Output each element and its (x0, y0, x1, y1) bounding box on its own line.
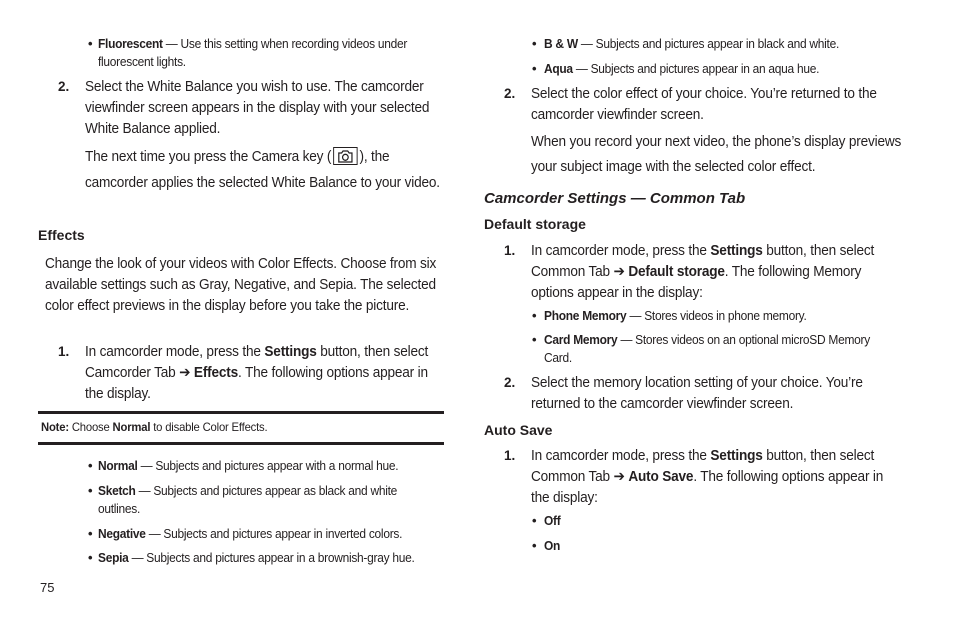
option-fluorescent (98, 35, 415, 71)
settings-term: Settings (710, 243, 763, 259)
note-text: to disable Color Effects. (150, 420, 268, 434)
option-label: Phone Memory (544, 308, 627, 323)
effects-intro: Change the look of your videos with Color Effects. Choose from six available settings such as Gray, Negative, and Sepia. The selected color effect previews in the display before you take the picture. (45, 256, 437, 314)
option-label: B & W (544, 36, 578, 51)
note (41, 420, 267, 434)
option-label: Sepia (98, 550, 129, 565)
text-segment: button, then select Camcorder Tab ➔ (85, 344, 429, 381)
settings-term: Settings (264, 344, 317, 360)
auto-save-term: Auto Save (628, 469, 694, 485)
option-label: Negative (98, 526, 146, 541)
section-title: Camcorder Settings — Common Tab (484, 190, 746, 207)
followup-text-before: The next time you press the Camera key ( (85, 149, 332, 165)
bullet: • (88, 550, 93, 565)
text-segment: In camcorder mode, press the (85, 344, 265, 360)
option-text: — Stores videos on an optional microSD Memory Card. (544, 332, 870, 365)
effects-heading: Effects (38, 227, 85, 243)
option-phone-memory (544, 307, 894, 325)
bullet: • (532, 513, 537, 528)
step-text (85, 342, 442, 405)
step-text: Select the memory location setting of your choice. You’re returned to the camcorder viewfinder screen. (531, 375, 863, 412)
note-bottom-rule (38, 442, 444, 445)
text-segment: . The following options appear in the display: (531, 469, 884, 506)
option-on (544, 537, 560, 555)
option-text: — Subjects and pictures appear in an aqua hue. (572, 61, 820, 76)
step-followup (85, 144, 442, 196)
text-segment: In camcorder mode, press the (531, 448, 711, 464)
option-normal (98, 457, 415, 475)
text-segment: button, then select Common Tab ➔ (531, 243, 875, 280)
bullet: • (532, 538, 537, 553)
option-text: — Subjects and pictures appear in black and white. (577, 36, 840, 51)
note-term: Normal (112, 420, 151, 434)
bullet: • (88, 458, 93, 473)
option-bw (544, 35, 912, 53)
option-negative (98, 525, 415, 543)
option-label: Sketch (98, 483, 136, 498)
text-segment: . The following options appear in the display. (85, 365, 428, 402)
step-text (531, 446, 893, 509)
option-sepia (98, 549, 415, 567)
option-label: Fluorescent (98, 36, 163, 51)
default-storage-heading: Default storage (484, 216, 586, 232)
step-text (531, 241, 893, 304)
step-number: 1. (504, 448, 516, 463)
bullet: • (532, 332, 537, 347)
note-top-rule (38, 411, 444, 414)
bullet: • (532, 36, 537, 51)
option-label: Off (544, 513, 561, 528)
option-text: — Use this setting when recording videos under fluorescent lights. (98, 36, 408, 69)
step-number: 1. (504, 243, 516, 258)
text-segment: . The following Memory options appear in the display: (531, 264, 862, 301)
bullet: • (88, 483, 93, 498)
default-storage-term: Default storage (628, 264, 725, 280)
bullet: • (88, 36, 93, 51)
option-text: — Subjects and pictures appear in inverted colors. (145, 526, 403, 541)
step-number: 2. (504, 86, 516, 101)
option-label: Aqua (544, 61, 573, 76)
page-number: 75 (40, 580, 55, 595)
option-text: — Subjects and pictures appear in a brownish-gray hue. (128, 550, 415, 565)
bullet: • (532, 61, 537, 76)
step-text: Select the color effect of your choice. You’re returned to the camcorder viewfinder screen. (531, 86, 877, 123)
step-followup: When you record your next video, the phone’s display previews your subject image with the selected color effect. (531, 134, 902, 175)
text-segment: button, then select Common Tab ➔ (531, 448, 875, 485)
step-number: 1. (58, 344, 70, 359)
bullet: • (88, 526, 93, 541)
option-aqua (544, 60, 912, 78)
followup-text-after: ), the camcorder applies the selected White Balance to your video. (85, 149, 440, 191)
bullet: • (532, 308, 537, 323)
option-label: Normal (98, 458, 138, 473)
text-segment: In camcorder mode, press the (531, 243, 711, 259)
step-number: 2. (504, 375, 516, 390)
note-label: Note: (41, 420, 69, 434)
option-card-memory (544, 331, 884, 367)
option-text: — Subjects and pictures appear as black and white outlines. (98, 483, 398, 516)
note-text: Choose (68, 420, 113, 434)
option-text: — Subjects and pictures appear with a normal hue. (137, 458, 399, 473)
option-label: On (544, 538, 561, 553)
step-text: Select the White Balance you wish to use. The camcorder viewfinder screen appears in the display with your selected White Balance applied. (85, 79, 430, 137)
option-sketch (98, 482, 415, 518)
settings-term: Settings (710, 448, 763, 464)
option-off (544, 512, 560, 530)
step-number: 2. (58, 79, 70, 94)
option-text: — Stores videos in phone memory. (626, 308, 807, 323)
camera-key-icon (333, 147, 357, 165)
effects-term: Effects (193, 365, 239, 381)
auto-save-heading: Auto Save (484, 422, 553, 438)
option-label: Card Memory (544, 332, 618, 347)
